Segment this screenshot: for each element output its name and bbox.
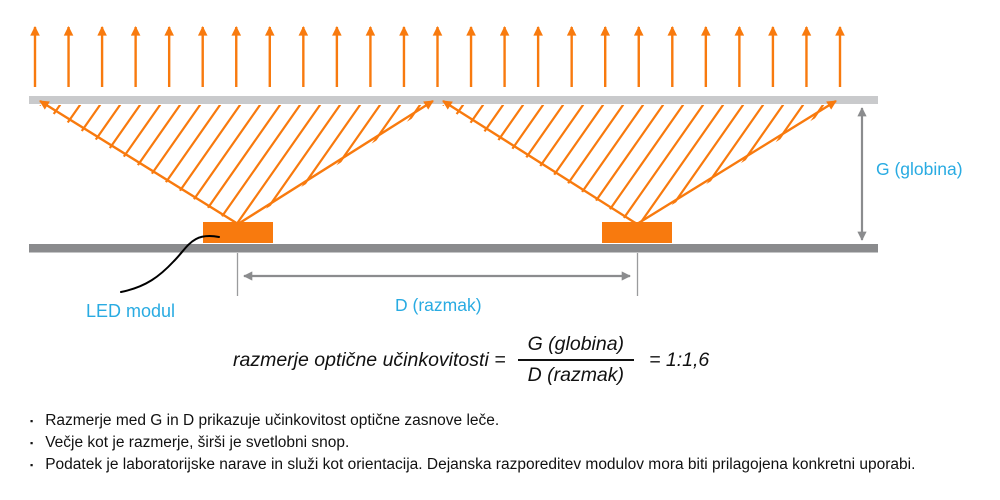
hatch-ray bbox=[758, 105, 863, 255]
cone-right-ray bbox=[637, 101, 836, 224]
hatch-ray bbox=[295, 105, 400, 255]
formula-numerator: G (globina) bbox=[518, 333, 634, 361]
formula-lhs: razmerje optične učinkovitosti = bbox=[233, 348, 506, 371]
hatch-ray bbox=[315, 105, 420, 255]
hatch-ray bbox=[0, 105, 100, 255]
formula-denominator: D (razmak) bbox=[527, 364, 625, 386]
hatch-ray bbox=[35, 105, 140, 255]
note-item bbox=[30, 410, 915, 432]
note-text: Razmerje med G in D prikazuje učinkovitost optične zasnove leče. bbox=[45, 412, 500, 429]
hatch-ray bbox=[75, 105, 180, 255]
hatch-ray bbox=[678, 105, 783, 255]
hatch-ray bbox=[798, 105, 903, 255]
hatch-ray bbox=[0, 105, 60, 255]
formula-result: = 1:1,6 bbox=[649, 348, 710, 371]
bullet-icon: ▪ bbox=[30, 460, 34, 470]
note-text: Podatek je laboratorijske narave in služi kot orientacija. Dejanska razporeditev modulov mora biti prilagojena konkretni uporabi. bbox=[45, 456, 916, 473]
hatch-ray bbox=[458, 105, 563, 255]
bullet-icon: ▪ bbox=[30, 416, 34, 426]
hatch-ray bbox=[0, 105, 80, 255]
hatch-ray bbox=[415, 105, 520, 255]
hatch-ray bbox=[818, 105, 923, 255]
note-item bbox=[30, 432, 915, 454]
hatch-ray bbox=[698, 105, 803, 255]
led-module-rect bbox=[602, 222, 672, 243]
led-module-label: LED modul bbox=[86, 301, 176, 321]
note-item bbox=[30, 454, 915, 476]
efficiency-formula bbox=[233, 333, 709, 387]
hatch-ray bbox=[378, 105, 483, 255]
hatch-ray bbox=[358, 105, 463, 255]
hatch-ray bbox=[55, 105, 160, 255]
cone-right-ray bbox=[238, 101, 433, 224]
hatch-ray bbox=[335, 105, 440, 255]
hatch-ray bbox=[658, 105, 763, 255]
diffuser-panel-bar bbox=[29, 96, 878, 104]
hatch-ray bbox=[418, 105, 523, 255]
hatch-ray bbox=[398, 105, 503, 255]
led-module-rect bbox=[203, 222, 273, 243]
cone-left-ray bbox=[443, 101, 637, 224]
cone-left-ray bbox=[40, 101, 238, 224]
hatch-ray bbox=[718, 105, 823, 255]
hatch-ray bbox=[355, 105, 460, 255]
note-text: Večje kot je razmerje, širši je svetlobni snop. bbox=[45, 434, 350, 451]
notes-list bbox=[30, 410, 915, 476]
depth-label: G (globina) bbox=[876, 159, 963, 179]
mounting-base-bar bbox=[29, 244, 878, 253]
hatch-ray bbox=[275, 105, 380, 255]
hatch-ray bbox=[95, 105, 200, 255]
hatch-ray bbox=[738, 105, 843, 255]
formula-fraction bbox=[518, 333, 634, 387]
hatch-ray bbox=[438, 105, 543, 255]
bullet-icon: ▪ bbox=[30, 438, 34, 448]
spacing-label: D (razmak) bbox=[395, 295, 482, 315]
hatch-ray bbox=[0, 105, 40, 255]
hatch-ray bbox=[15, 105, 120, 255]
hatch-ray bbox=[498, 105, 603, 255]
